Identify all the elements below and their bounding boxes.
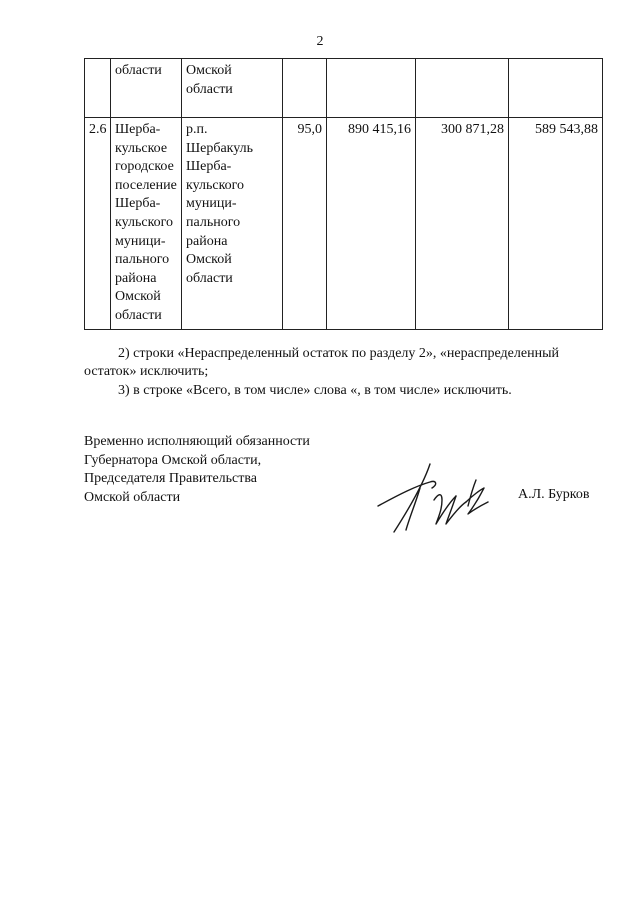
location-line: Омской xyxy=(186,252,232,268)
location-line: пального xyxy=(186,214,241,230)
table-row xyxy=(85,59,603,118)
signer-title-line: Омской области xyxy=(84,489,181,505)
recipient-line: городское xyxy=(115,159,174,175)
percent-cell: 95,0 xyxy=(283,118,327,330)
handwritten-signature xyxy=(372,458,502,536)
amount-a-cell xyxy=(416,59,509,118)
location-cell xyxy=(182,118,283,330)
location-cell xyxy=(182,59,283,118)
total-cell: 890 415,16 xyxy=(327,118,416,330)
signer-title-line: Губернатора Омской области, xyxy=(84,452,262,468)
location-line: района xyxy=(186,233,228,249)
location-line: р.п. xyxy=(186,122,208,137)
location-line: Омской xyxy=(186,63,232,78)
recipient-line: района xyxy=(115,270,157,286)
recipient-line: поселение xyxy=(115,177,177,193)
signer-name: А.Л. Бурков xyxy=(518,487,590,502)
distribution-table xyxy=(84,58,603,330)
recipient-line: области xyxy=(115,63,162,78)
percent-cell xyxy=(283,59,327,118)
table-row xyxy=(85,118,603,330)
amount-a-cell: 300 871,28 xyxy=(416,118,509,330)
recipient-line: Омской xyxy=(115,289,161,305)
recipient-line: муници- xyxy=(115,233,166,249)
recipient-line: Шерба- xyxy=(115,196,161,212)
page-number: 2 xyxy=(316,34,324,49)
location-line: Шербакуль xyxy=(186,140,254,156)
amount-b-cell xyxy=(509,59,603,118)
amount-b-cell: 589 543,88 xyxy=(509,118,603,330)
signer-title-line: Председателя Правительства xyxy=(84,471,258,486)
location-line: области xyxy=(186,270,233,286)
row-index: 2.6 xyxy=(85,118,111,330)
recipient-cell xyxy=(111,118,182,330)
recipient-line: кульское xyxy=(115,140,168,156)
paragraph-item-2: 2) строки «Нераспределенный остаток по разделу 2», «нераспределенный остаток» исключить; xyxy=(84,346,559,379)
recipient-line: Шерба- xyxy=(115,122,161,137)
location-line: Шерба- xyxy=(186,159,232,175)
signer-title-line: Временно исполняющий обязанности xyxy=(84,434,310,449)
location-line: области xyxy=(186,81,233,97)
total-cell xyxy=(327,59,416,118)
location-line: кульского xyxy=(186,177,245,193)
recipient-line: кульского xyxy=(115,214,174,230)
row-index xyxy=(85,59,111,118)
location-line: муници- xyxy=(186,196,237,212)
recipient-line: пального xyxy=(115,252,170,268)
signer-title xyxy=(84,433,310,507)
recipient-cell xyxy=(111,59,182,118)
recipient-line: области xyxy=(115,307,162,323)
paragraph-item-3: 3) в строке «Всего, в том числе» слова «, в том числе» исключить. xyxy=(118,383,512,398)
